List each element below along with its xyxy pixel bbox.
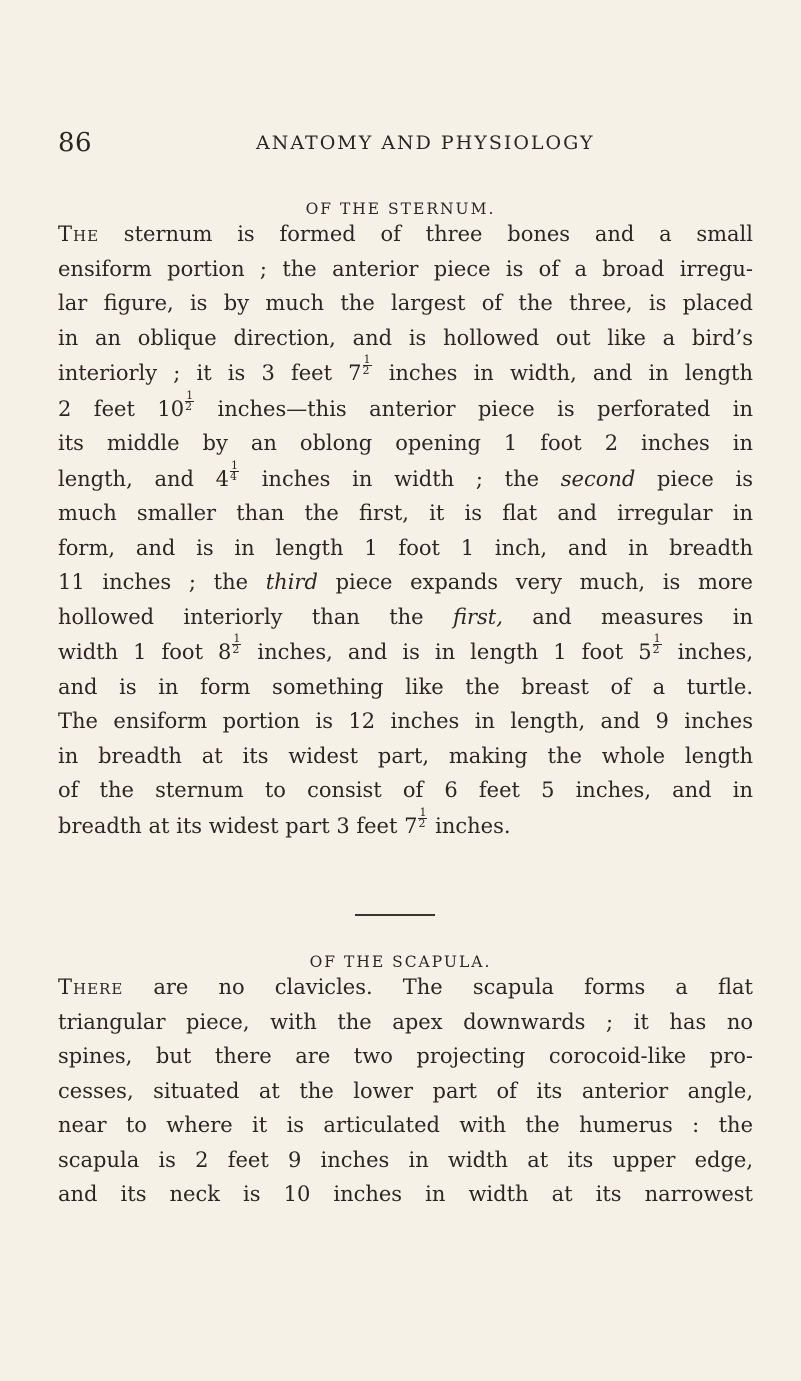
text-line: There are no clavicles. The scapula forms a flat — [58, 975, 753, 999]
running-head: ANATOMY AND PHYSIOLOGY — [256, 132, 595, 154]
section-divider — [355, 914, 435, 916]
emphasis: second — [560, 466, 636, 491]
page-number: 86 — [58, 128, 93, 158]
text-line: in breadth at its widest part, making the whole length — [58, 743, 753, 768]
text-line: hollowed interiorly than the first, and measures in — [58, 604, 753, 629]
text-line: and its neck is 10 inches in width at its narrowest — [58, 1182, 753, 1206]
emphasis: third — [265, 570, 318, 594]
fraction-half: $\frac{1}{2}$ — [232, 632, 241, 656]
text-line: The ensiform portion is 12 inches in length, and 9 inches — [58, 709, 753, 733]
text-line: and is in form something like the breast of a turtle. — [58, 674, 753, 699]
lead-word: The — [58, 222, 100, 246]
paragraph-scapula — [58, 970, 753, 1212]
text-line: form, and is in length 1 foot 1 inch, and in breadth — [58, 535, 753, 560]
fraction-half: $\frac{1}{2}$ — [652, 632, 661, 656]
text-line: 2 feet 10 $\frac{1}{2}$ inches—this anterior piece is perforated in — [58, 388, 754, 421]
emphasis: first, — [452, 604, 503, 629]
section-title-sternum: OF THE STERNUM. — [305, 200, 496, 218]
fraction-quarter: $\frac{1}{4}$ — [230, 458, 239, 483]
paragraph-sternum — [58, 217, 753, 843]
text-line: lar figure, is by much the largest of the three, is placed — [58, 291, 753, 315]
text-line: its middle by an oblong opening 1 foot 2 inches in — [58, 431, 753, 455]
text-line: ensiform portion ; the anterior piece is of a broad irregu- — [58, 256, 753, 281]
fraction-half: $\frac{1}{2}$ — [418, 805, 427, 830]
text-line: 11 inches ; the third piece expands very much, is more — [58, 570, 753, 594]
text-line: cesses, situated at the lower part of its anterior angle, — [58, 1078, 753, 1103]
text-line: breadth at its widest part 3 feet 7 $\frac{1}{2}$ inches. — [58, 805, 511, 838]
text-line: triangular piece, with the apex downwards ; it has no — [58, 1009, 753, 1034]
text-line: near to where it is articulated with the humerus : the — [58, 1113, 753, 1137]
text-line: spines, but there are two projecting corocoid-like pro- — [58, 1044, 753, 1068]
text-line: interiorly ; it is 3 feet 7 $\frac{1}{2}$ inches in width, and in length — [58, 353, 753, 385]
section-title-scapula: OF THE SCAPULA. — [309, 953, 492, 971]
text-line: much smaller than the first, it is flat and irregular in — [58, 501, 753, 525]
lead-word: There — [58, 975, 124, 999]
text-line: scapula is 2 feet 9 inches in width at its upper edge, — [58, 1147, 753, 1172]
text-line: length, and 4 $\frac{1}{4}$ inches in width ; the second piece is — [58, 458, 754, 491]
page-header — [58, 128, 748, 160]
text-line: width 1 foot 8 $\frac{1}{2}$ inches, and is in length 1 foot 5 $\frac{1}{2}$ inches, — [58, 632, 753, 664]
text-line: of the sternum to consist of 6 feet 5 inches, and in — [58, 778, 753, 802]
text-line: in an oblique direction, and is hollowed out like a bird’s — [58, 325, 753, 350]
text-line: The sternum is formed of three bones and a small — [58, 222, 753, 246]
fraction-half: $\frac{1}{2}$ — [185, 388, 194, 413]
fraction-half: $\frac{1}{2}$ — [362, 353, 371, 377]
